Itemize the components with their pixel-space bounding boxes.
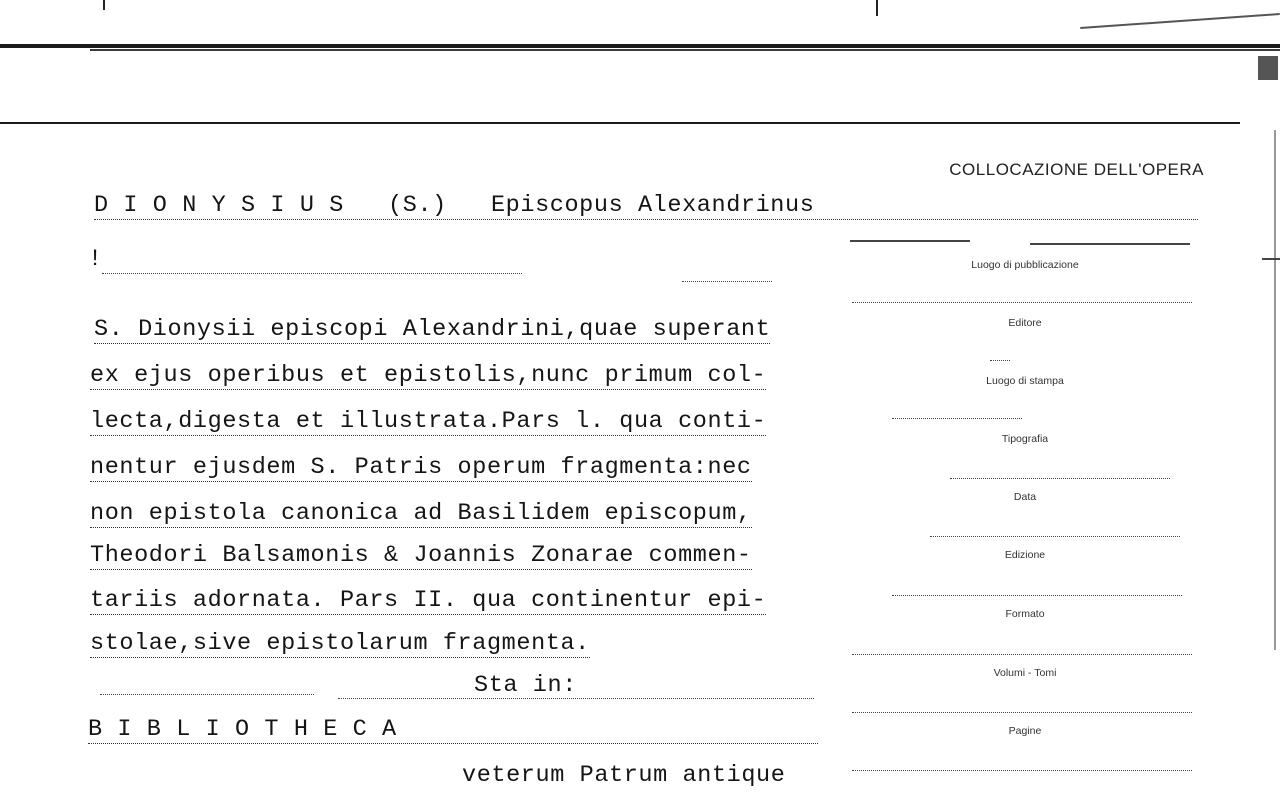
author-text: D I O N Y S I U S (S.) Episcopus Alexandrinus: [94, 192, 815, 219]
field-line: [852, 654, 1192, 655]
title-line: nentur ejusdem S. Patris operum fragmenta:nec: [90, 454, 752, 481]
top-border-rule: [0, 44, 1280, 48]
header-divider: [0, 122, 1240, 124]
bibliotheca-text: B I B L I O T H E C A: [88, 716, 397, 743]
title-line: tariis adornata. Pars II. qua continentur epi-: [90, 587, 767, 614]
title-line: lecta,digesta et illustrata.Pars l. qua conti-: [90, 408, 767, 435]
scan-mark: [1262, 258, 1280, 260]
sta-in-label: Sta in:: [474, 672, 577, 699]
field-line: [950, 478, 1170, 479]
top-border-rule-right: [1080, 13, 1280, 29]
field-line: [892, 595, 1182, 596]
field-label-edizione: Edizione: [1004, 549, 1046, 561]
field-line: [892, 418, 1022, 419]
library-name-vertical: [44, 156, 80, 796]
title-line: S. Dionysii episcopi Alexandrini,quae superant: [94, 316, 771, 343]
scan-mark: [1274, 130, 1276, 650]
bibliotheca-line: [88, 716, 818, 744]
title-line: stolae,sive epistolarum fragmenta.: [90, 630, 590, 657]
scan-mark: [1258, 56, 1278, 80]
author-line: [94, 192, 1198, 220]
dotted-line: [102, 273, 522, 274]
field-label-formato: Formato: [1005, 608, 1045, 620]
field-label-luogo-pubblicazione: Luogo di pubblicazione: [971, 259, 1079, 271]
exclaim-mark: !: [88, 246, 103, 273]
scan-mark: [876, 0, 878, 16]
title-line: ex ejus operibus et epistolis,nunc primum col-: [90, 362, 767, 389]
field-label-tipografia: Tipografia: [1001, 433, 1049, 445]
field-label-data: Data: [1013, 491, 1037, 503]
title-line: non epistola canonica ad Basilidem episcopum,: [90, 500, 752, 527]
field-label-editore: Editore: [1008, 317, 1042, 329]
dash-line: [850, 240, 970, 242]
top-border-rule-2: [90, 49, 1280, 51]
dotted-line: [682, 281, 772, 282]
field-label-luogo-stampa: Luogo di stampa: [986, 375, 1064, 387]
field-label-pagine: Pagine: [1008, 725, 1042, 737]
dotted-line: [100, 694, 314, 695]
scan-mark: [103, 0, 105, 10]
field-label-volumi-tomi: Volumi - Tomi: [993, 667, 1057, 679]
veterum-line: veterum Patrum antique: [462, 762, 786, 789]
title-line: Theodori Balsamonis & Joannis Zonarae commen-: [90, 542, 752, 569]
dash-line: [1030, 243, 1190, 245]
field-line: [930, 536, 1180, 537]
field-line: [852, 712, 1192, 713]
field-line: [852, 302, 1192, 303]
field-line: [852, 770, 1192, 771]
collocation-header: COLLOCAZIONE DELL'OPERA: [949, 160, 1204, 179]
field-line: [990, 360, 1010, 361]
